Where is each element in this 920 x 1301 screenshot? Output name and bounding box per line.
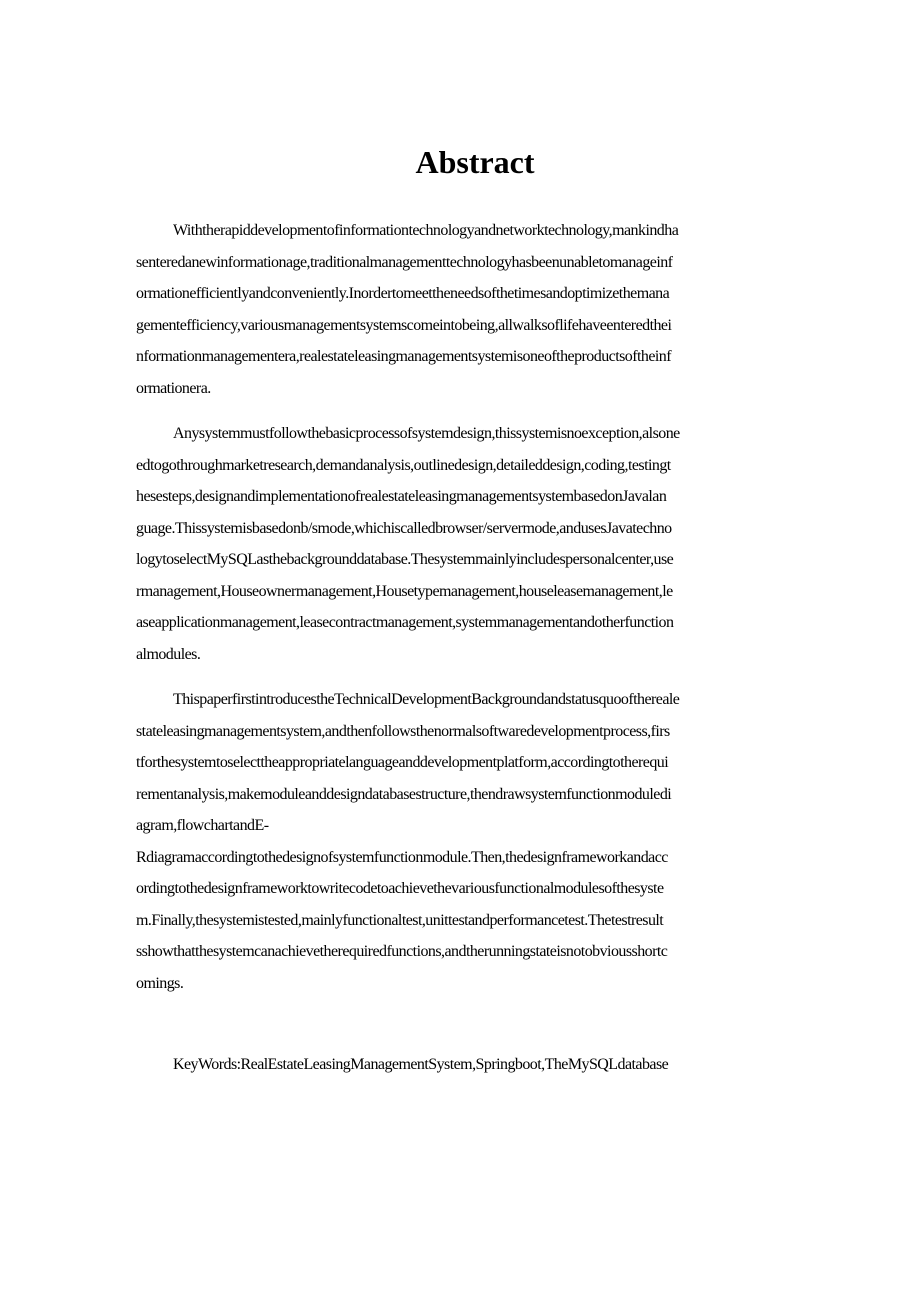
paragraph-line: ormationera.	[136, 379, 211, 397]
abstract-title: Abstract	[415, 144, 535, 180]
paragraph-line: gementefficiency,variousmanagementsystemscomeintobeing,allwalksoflifehaveenteredthei	[136, 316, 672, 334]
abstract-paragraph-2	[136, 418, 816, 670]
paragraph-line: logytoselectMySQLasthebackgrounddatabase.Thesystemmainlyincludespersonalcenter,use	[136, 551, 674, 568]
keywords-line: KeyWords:RealEstateLeasingManagementSystem,Springboot,TheMySQLdatabase	[173, 1056, 669, 1073]
paragraph-line: Rdiagramaccordingtothedesignofsystemfunctionmodule.Then,thedesignframeworkandacc	[136, 848, 668, 866]
paragraph-line: ThispaperfirstintroducestheTechnicalDevelopmentBackgroundandstatusquoofthereale	[173, 691, 680, 708]
paragraph-line: m.Finally,thesystemistested,mainlyfunctionaltest,unittestandperformancetest.Thetestresult	[136, 911, 664, 929]
paragraph-line: guage.Thissystemisbasedonb/smode,whichiscalledbrowser/servermode,andusesJavatechno	[136, 519, 672, 537]
paragraph-line: aseapplicationmanagement,leasecontractmanagement,systemmanagementandotherfunction	[136, 614, 674, 631]
paragraph-line: Withtherapiddevelopmentofinformationtechnologyandnetworktechnology,mankindha	[173, 222, 679, 239]
paragraph-line: agram,flowchartandE-	[136, 817, 269, 834]
paragraph-line: edtogothroughmarketresearch,demandanalysis,outlinedesign,detaileddesign,coding,testingt	[136, 456, 671, 474]
paragraph-line: senteredanewinformationage,traditionalmanagementtechnologyhasbeenunabletomanageinf	[136, 253, 673, 271]
abstract-paragraph-3	[136, 684, 816, 999]
paragraph-line: omings.	[136, 974, 184, 992]
paragraph-line: almodules.	[136, 645, 201, 663]
paragraph-line: nformationmanagementera,realestateleasingmanagementsystemisoneoftheproductsoftheinf	[136, 348, 672, 365]
paragraph-line: tforthesystemtoselecttheappropriatelanguageanddevelopmentplatform,accordingtotherequi	[136, 754, 669, 771]
paragraph-line: sshowthatthesystemcanachievetherequiredfunctions,andtherunningstateisnotobviousshortc	[136, 943, 668, 960]
paragraph-line: hesesteps,designandimplementationofrealestateleasingmanagementsystembasedonJavalan	[136, 488, 667, 505]
paragraph-line: ordingtothedesignframeworktowritecodetoachievethevariousfunctionalmodulesofthesyste	[136, 880, 664, 897]
abstract-paragraph-1	[136, 215, 816, 404]
paragraph-line: stateleasingmanagementsystem,andthenfollowsthenormalsoftwaredevelopmentprocess,firs	[136, 722, 670, 740]
paragraph-line: ormationefficientlyandconveniently.Inordertomeettheneedsofthetimesandoptimizethemana	[136, 285, 670, 302]
paragraph-line: Anysystemmustfollowthebasicprocessofsystemdesign,thissystemisnoexception,alsone	[173, 425, 680, 442]
paragraph-line: rmanagement,Houseownermanagement,Housetypemanagement,houseleasemanagement,le	[136, 582, 673, 600]
paragraph-line: rementanalysis,makemoduleanddesigndatabasestructure,thendrawsystemfunctionmoduledi	[136, 785, 672, 803]
